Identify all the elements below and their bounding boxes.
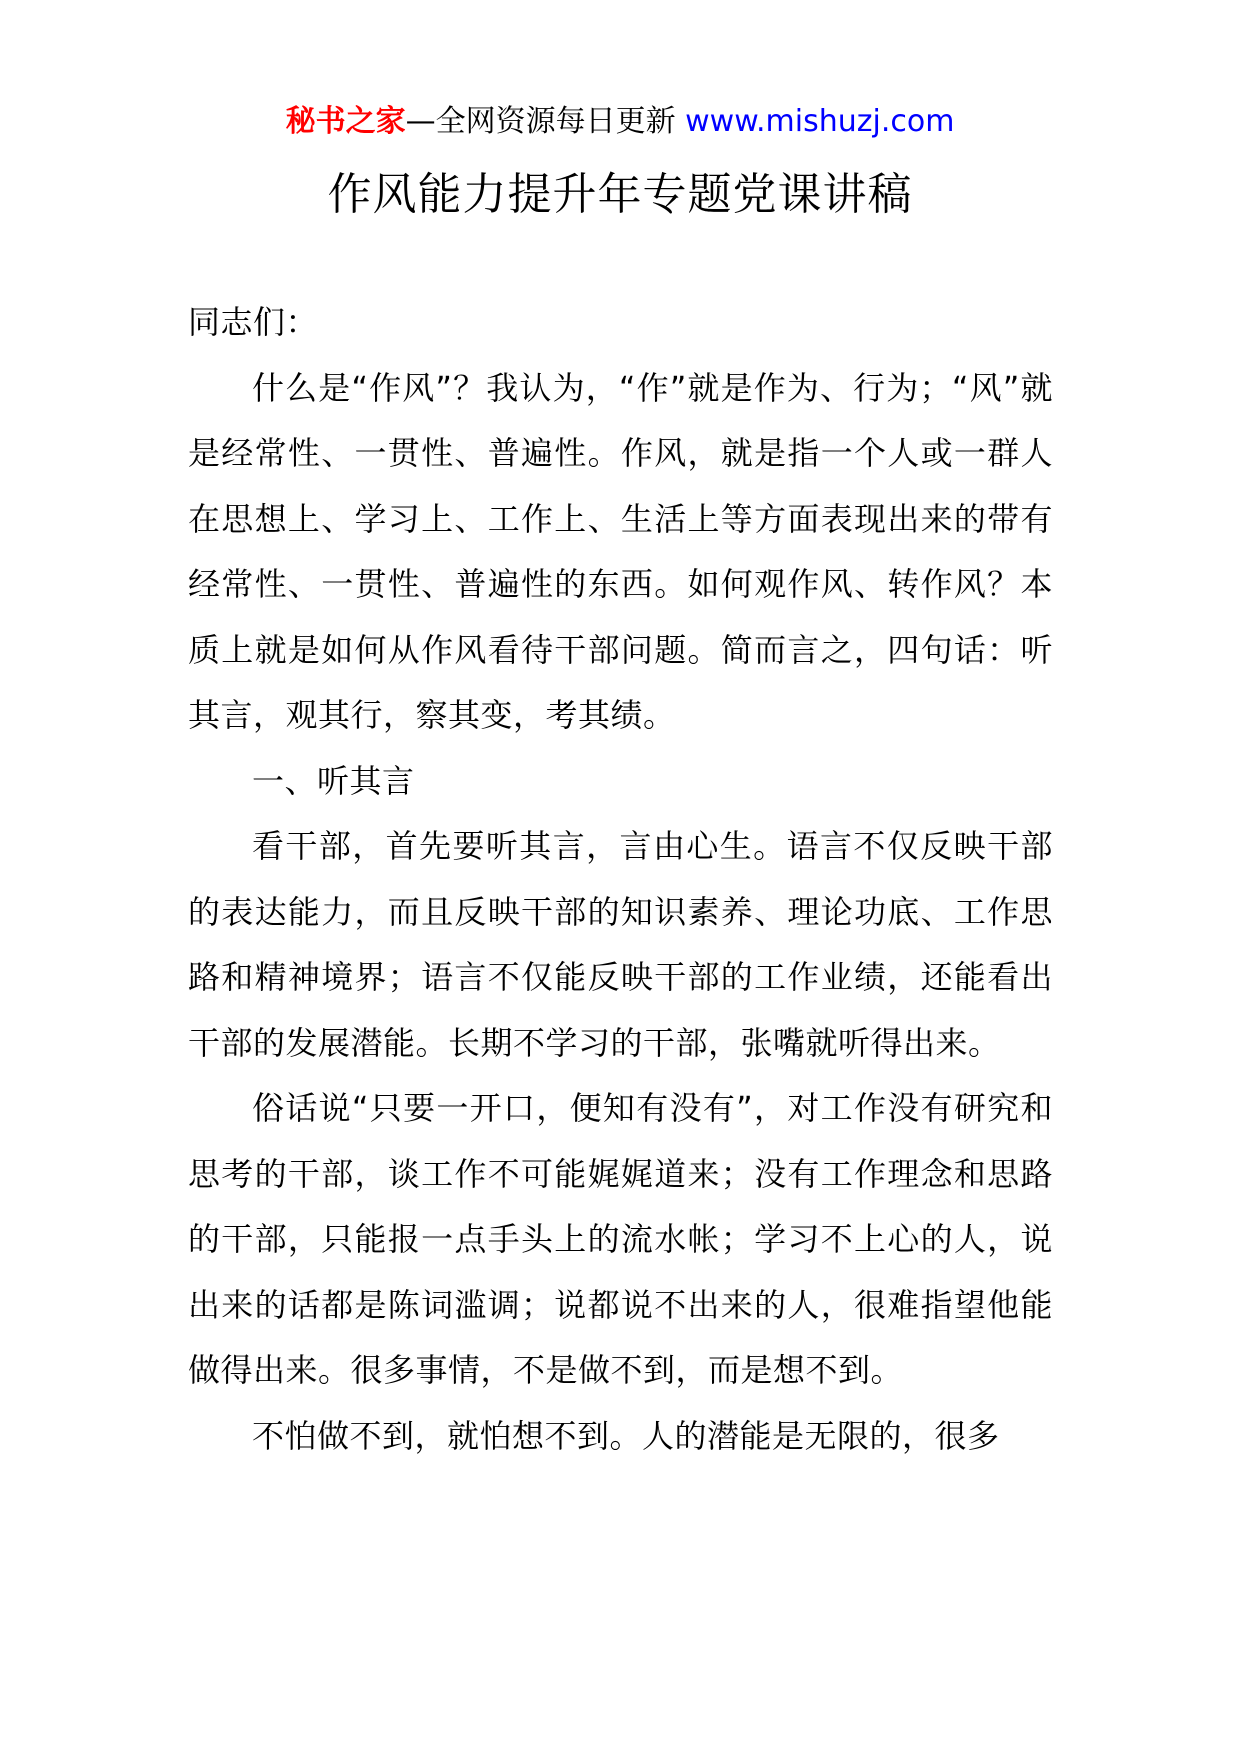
site-url-link[interactable]: www.mishuzj.com xyxy=(685,104,955,139)
header-banner xyxy=(0,100,1240,144)
paragraph-intro: 什么是“作风”？我认为，“作”就是作为、行为；“风”就是经常性、一贯性、普遍性。作风，就是指一个人或一群人在思想上、学习上、工作上、生活上等方面表现出来的带有经常性、一贯性、普遍性的东西。如何观作风、转作风？本质上就是如何从作风看待干部问题。简而言之，四句话：听其言，观其行，察其变，考其绩。 xyxy=(188,368,1053,734)
brand-name: 秘书之家 xyxy=(285,104,406,139)
section-heading-1: 一、听其言 xyxy=(252,761,415,800)
document-body xyxy=(188,290,1053,1469)
salutation: 同志们： xyxy=(188,303,319,341)
paragraph-proverb: 俗话说“只要一开口，便知有没有”，对工作没有研究和思考的干部，谈工作不可能娓娓道来；没有工作理念和思路的干部，只能报一点手头上的流水帐；学习不上心的人，说出来的话都是陈词滥调；说都说不出来的人，很难指望他能做得出来。很多事情，不是做不到，而是想不到。 xyxy=(188,1089,1053,1389)
document-title: 作风能力提升年专题党课讲稿 xyxy=(327,169,913,220)
paragraph-listen: 看干部，首先要听其言，言由心生。语言不仅反映干部的表达能力，而且反映干部的知识素养、理论功底、工作思路和精神境界；语言不仅能反映干部的工作业绩，还能看出干部的发展潜能。长期不学习的干部，张嘴就听得出来。 xyxy=(188,827,1053,1062)
paragraph-potential: 不怕做不到，就怕想不到。人的潜能是无限的，很多 xyxy=(252,1416,1000,1455)
header-tagline: —全网资源每日更新 xyxy=(405,104,686,139)
